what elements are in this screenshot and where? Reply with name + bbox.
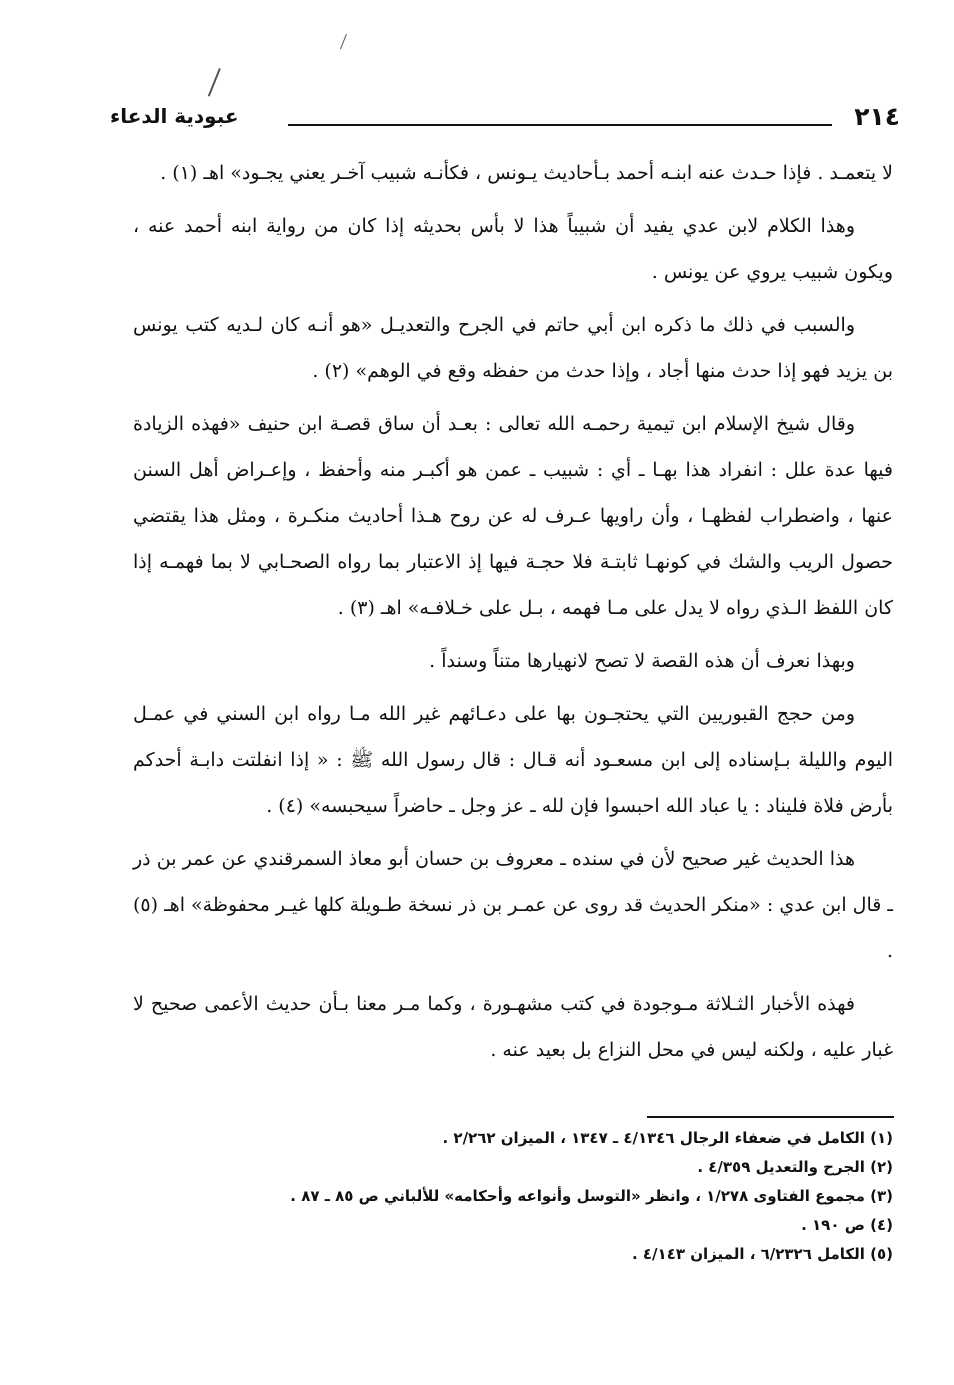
paragraph: وبهذا نعرف أن هذه القصة لا تصح لانهيارها متناً وسنداً . xyxy=(429,650,855,672)
paragraph: وهذا الكلام لابن عدي يفيد أن شبيباً هذا لا بأس بحديثه إذا كان من رواية ابنه أحمد عنه ، ويكون شبيب يروي عن يونس . xyxy=(133,215,893,283)
footnotes xyxy=(200,1124,893,1269)
footnote: (١) الكامل في ضعفاء الرجال ٤/١٣٤٦ ـ ١٣٤٧ ، الميزان ٢/٢٦٢ . xyxy=(442,1129,893,1147)
running-title: عبودية الدعاء xyxy=(110,104,239,128)
paragraph: لا يتعمـد . فإذا حـدث عنه ابنـه أحمد بـأحاديث يـونس ، فكأنـه شبيب آخـر يعني يجـود» اهـ (١) . xyxy=(160,162,893,184)
paragraph: ومن حجج القبوريين التي يحتجـون بها على دعـائهم غير الله مـا رواه ابن السني في عمـل اليوم والليلة بـإسناده إلى ابن مسعـود أنه قـال : قال رسول الله ﷺ : « إذا انفلتت دابـة أحدكم بأرض فلاة فليناد : يا عباد الله احبسوا فإن لله ـ عز وجل ـ حاضراً سيحبسه» (٤) . xyxy=(133,703,893,817)
paragraph: والسبب في ذلك ما ذكره ابن أبي حاتم في الجرح والتعديـل «هو أنـه كان لـديه كتب يونس بن يزيد فهو إذا حدث منها أجاد ، وإذا حدث من حفظه وقع في الوهم» (٢) . xyxy=(133,314,893,382)
main-text xyxy=(133,150,893,1080)
footnote: (٥) الكامل ٦/٢٣٢٦ ، الميزان ٤/١٤٣ . xyxy=(631,1245,893,1263)
paragraph: وقال شيخ الإسلام ابن تيمية رحمـه الله تعالى : بعـد أن ساق قصـة ابن حنيف «فهذه الزيادة فيها عدة علل : انفراد هذا بهـا ـ أي : شبيب ـ عمن هو أكبـر منه وأحفظ ، وإعـراض أهل السنن عنها ، واضطراب لفظهـا ، وأن راويها عـرف له عن روح هـذا أحاديث منكـرة ، ومثل هذا يقتضي حصول الريب والشك في كونهـا ثابتـة فلا حجـة فيها إذ الاعتبار بما رواه الصحـابي لا بما فهمـه إذا كان اللفظ الـذي رواه لا يدل على مـا فهمه ، بـل على خـلافـه» اهـ (٣) . xyxy=(133,413,893,619)
page-header xyxy=(110,100,900,144)
page-number: ٢١٤ xyxy=(854,102,900,131)
footnote: (٤) ص ١٩٠ . xyxy=(801,1216,893,1234)
footnote: (٣) مجموع الفتاوى ١/٢٧٨ ، وانظر «التوسل وأنواعه وأحكامه» للألباني ص ٨٥ ـ ٨٧ . xyxy=(290,1187,893,1205)
header-divider xyxy=(288,124,832,126)
stray-pen-mark xyxy=(208,68,221,97)
paragraph: فهذه الأخبار الثـلاثة مـوجودة في كتب مشهـورة ، وكما مـر معنا بـأن حديث الأعمى صحيح لا غبار عليه ، ولكنه ليس في محل النزاع بل بعيد عنه . xyxy=(133,993,893,1061)
footnote: (٢) الجرح والتعديل ٤/٣٥٩ . xyxy=(697,1158,893,1176)
paragraph: هذا الحديث غير صحيح لأن في سنده ـ معروف بن حسان أبو معاذ السمرقندي عن عمر بن ذر ـ قال ابن عدي : «منكر الحديث قد روى عن عمـر بن ذر نسخة طـويلة كلها غيـر محفوظة» اهـ (٥) . xyxy=(133,848,893,962)
footnote-divider xyxy=(647,1116,894,1118)
stray-pen-mark xyxy=(340,34,347,49)
